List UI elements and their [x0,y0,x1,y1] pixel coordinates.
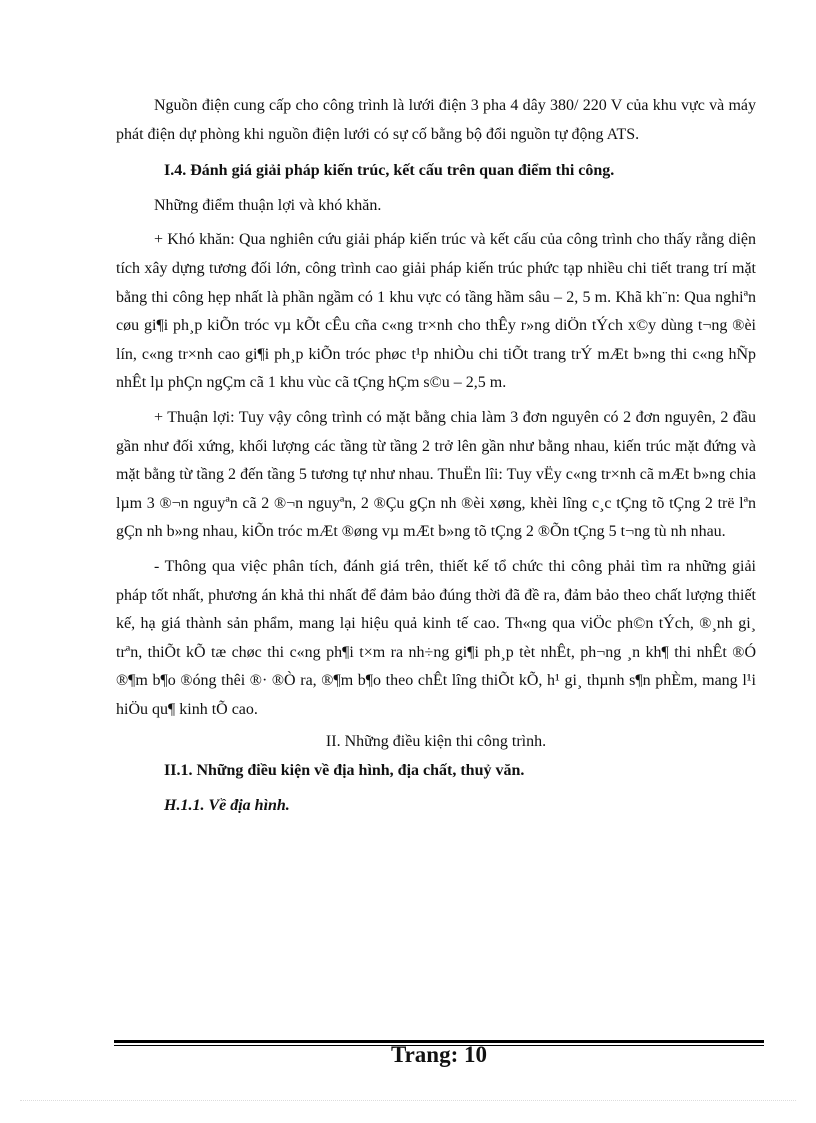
heading-ii1: II.1. Những điều kiện về địa hình, địa chất, thuỷ văn. [164,762,525,780]
page-bottom-border [20,1100,796,1101]
heading-ii: II. Những điều kiện thi công trình. [325,733,547,751]
paragraph-pros-cons: Những điểm thuận lợi và khó khăn. [154,196,382,214]
heading-ii11: H.1.1. Về địa hình. [164,796,290,814]
paragraph-advantages: + Thuận lợi: Tuy vậy công trình có mặt bằng chia làm 3 đơn nguyên có 2 đơn nguyên, 2 đầu gần như đối xứng, khối lượng các tầng từ tầng 2 trở lên gần như bằng nhau, kiến trúc mặt đứng và mặt bằng từ tầng 2 đến tầng 5 tương tự như nhau. ThuËn lîi: Tuy vËy c«ng tr×nh cã mÆt b»ng chia lµm 3 ®¬n nguyªn cã 2 ®¬n nguyªn, 2 ®Çu gÇn nh ®èi xøng, khèi lîng c¸c tÇng tõ tÇng 2 trë lªn gÇn nh b»ng nhau, kiÕn tróc mÆt ®øng vµ mÆt b»ng tõ tÇng 2 ®Õn tÇng 5 t¬ng tù nh nhau. [116,408,756,541]
paragraph-power-supply: Nguồn điện cung cấp cho công trình là lưới điện 3 pha 4 dây 380/ 220 V của khu vực và máy phát điện dự phòng khi nguồn điện lưới có sự cố bằng bộ đổi nguồn tự động ATS. [116,97,756,143]
heading-i4: I.4. Đánh giá giải pháp kiến trúc, kết cấu trên quan điểm thi công. [164,162,615,180]
page-number-label: Trang: 10 [390,1042,488,1067]
document-body [116,92,756,820]
paragraph-difficulties: + Khó khăn: Qua nghiên cứu giải pháp kiến trúc và kết cấu của công trình cho thấy rằng diện tích xây dựng tương đối lớn, công trình cao giải pháp kiến trúc phức tạp nhiều chi tiết trang trí mặt bằng thi công hẹp nhất là phần ngầm có 1 khu vực có tầng hầm sâu – 2, 5 m. Khã kh¨n: Qua nghiªn cøu gi¶i ph¸p kiÕn tróc vµ kÕt cÊu cña c«ng tr×nh cho thÊy r»ng diÖn tÝch x©y dùng t¬ng ®èi lín, c«ng tr×nh cao gi¶i ph¸p kiÕn tróc phøc t¹p nhiÒu chi tiÕt trang trÝ mÆt b»ng thi c«ng hÑp nhÊt lµ phÇn ngÇm cã 1 khu vùc cã tÇng hÇm s©u – 2,5 m. [116,231,756,392]
paragraph-conclusion: - Thông qua việc phân tích, đánh giá trên, thiết kế tổ chức thi công phải tìm ra những giải pháp tốt nhất, phương án khả thi nhất để đảm bảo đúng thời đã đề ra, đảm bảo theo chất lượng thiết kế, hạ giá thành sản phẩm, mang lại hiệu quả kinh tế cao. Th«ng qua viÖc ph©n tÝch, ®¸nh gi¸ trªn, thiÕt kÕ tæ chøc thi c«ng ph¶i t×m ra nh÷ng gi¶i ph¸p tèt nhÊt, ph¬ng ¸n kh¶ thi nhÊt ®Ó ®¶m b¶o ®óng thêi ®· ®Ò ra, ®¶m b¶o theo chÊt lîng thiÕt kÕ, h¹ gi¸ thµnh s¶n phÈm, mang l¹i hiÖu qu¶ kinh tÕ cao. [116,557,756,718]
